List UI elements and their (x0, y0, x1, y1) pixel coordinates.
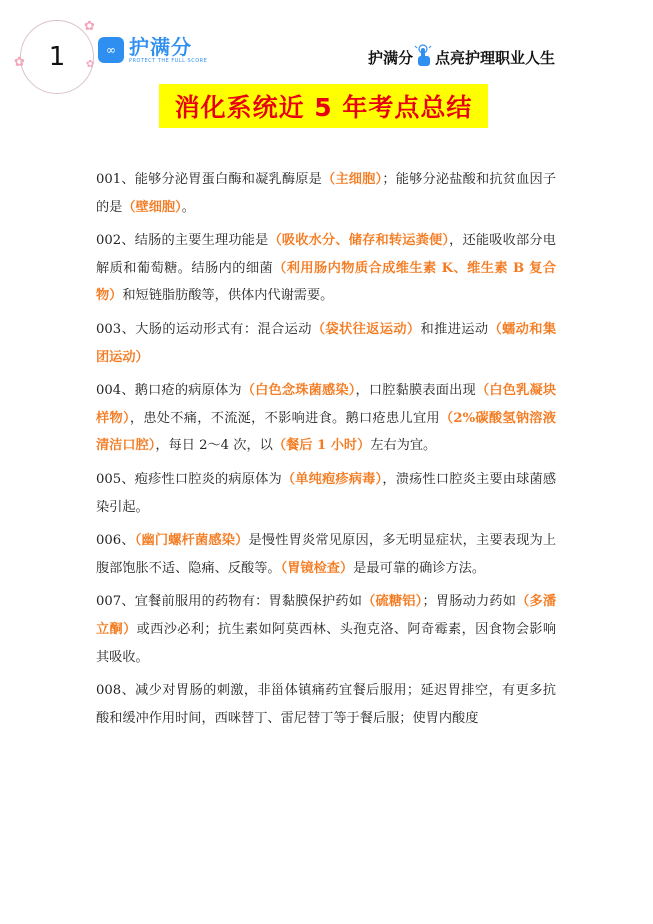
slogan-right: 点亮护理职业人生 (434, 48, 555, 67)
highlighted-answer: （白色念珠菌感染） (241, 383, 356, 399)
highlighted-answer: （硫糖铝） (362, 594, 423, 610)
page-number: 1 (48, 42, 66, 72)
point-item (96, 227, 556, 310)
point-text: ，还能吸收部分电解质和葡萄糖。结肠内的细菌 (96, 233, 556, 276)
cherry-blossom-icon: ✿ (84, 19, 95, 34)
point-text: ；能够分泌盐酸和抗贫血因子的是 (96, 172, 557, 215)
point-text: 是最可靠的确诊方法。 (353, 560, 486, 576)
brand-logo (98, 36, 207, 64)
point-item (96, 377, 556, 460)
page-title: 消化系统近 5 年考点总结 (174, 93, 473, 122)
point-text: ，口腔黏膜表面出现 (355, 383, 476, 399)
point-text: 008、减少对胃肠的刺激，非甾体镇痛药宜餐后服用；延迟胃排空，有更多抗酸和缓冲作用时间，西咪替丁、雷尼替丁等于餐后服；使胃内酸度 (96, 683, 556, 726)
header-slogan (368, 44, 555, 70)
highlighted-answer: （胃镜检查） (280, 560, 354, 576)
point-text: 左右为宜。 (370, 438, 437, 454)
slogan-left: 护满分 (367, 48, 413, 67)
point-text: 是慢性胃炎常见原因，多无明显症状，主要表现为上腹部饱胀不适、隐痛、反酸等。 (96, 533, 557, 576)
point-item (96, 166, 556, 221)
logo-tagline: PROTECT THE FULL SCORE (129, 58, 208, 64)
point-text: 006、 (96, 533, 135, 549)
content-body (96, 166, 556, 738)
point-text: 和短链脂肪酸等，供体内代谢需要。 (122, 288, 334, 304)
cherry-blossom-icon: ✿ (86, 59, 95, 70)
cherry-blossom-icon: ✿ (14, 55, 25, 70)
point-text: ，患处不痛，不流涎，不影响进食。鹅口疮患儿宜用 (129, 410, 440, 426)
highlighted-answer: （幽门螺杆菌感染） (134, 533, 249, 549)
nurse-cap-logo-icon: ∞ (98, 37, 124, 63)
point-item (96, 677, 556, 732)
highlighted-answer: （利用肠内物质合成维生素 K、维生素 B 复合物） (96, 260, 557, 304)
point-text: 002、结肠的主要生理功能是 (96, 233, 269, 249)
point-item (96, 466, 556, 521)
highlighted-answer: （2%碳酸氢钠溶液清洁口腔） (96, 410, 556, 454)
point-text: 003、大肠的运动形式有：混合运动 (96, 321, 312, 337)
highlighted-answer: （餐后 1 小时） (272, 438, 371, 454)
logo-name: 护满分 (129, 35, 192, 59)
point-item (96, 527, 556, 582)
point-text: ，每日 2～4 次，以 (155, 438, 273, 454)
highlighted-answer: （吸收水分、储存和转运粪便） (268, 233, 450, 249)
highlighted-answer: （袋状往返运动） (311, 321, 421, 337)
title-banner (159, 84, 488, 128)
point-text: 001、能够分泌胃蛋白酶和凝乳酶原是 (96, 172, 323, 187)
highlighted-answer: （多潘立酮） (96, 594, 557, 637)
highlighted-answer: （单纯疱疹病毒） (281, 471, 383, 487)
point-text: 和推进运动 (420, 321, 489, 337)
highlighted-answer: （主细胞） (322, 172, 383, 187)
point-text: ，溃疡性口腔炎主要由球菌感染引起。 (96, 471, 557, 515)
point-item (96, 588, 556, 671)
highlighted-answer: （白色乳凝块样物） (96, 383, 557, 426)
point-text: ；胃肠动力药如 (422, 594, 517, 610)
highlighted-answer: （蠕动和集团运动） (96, 321, 557, 365)
point-text: 005、疱疹性口腔炎的病原体为 (96, 471, 282, 487)
point-item (96, 316, 556, 371)
pointing-hand-icon (414, 44, 434, 70)
highlighted-answer: （壁细胞） (122, 199, 182, 215)
page-number-badge (20, 20, 94, 94)
point-text: 或西沙必利；抗生素如阿莫西林、头孢克洛、阿奇霉素，因食物会影响其吸收。 (96, 621, 557, 665)
point-text: 。 (181, 199, 195, 215)
point-text: 007、宜餐前服用的药物有：胃黏膜保护药如 (96, 594, 363, 610)
point-text: 004、鹅口疮的病原体为 (96, 383, 242, 399)
